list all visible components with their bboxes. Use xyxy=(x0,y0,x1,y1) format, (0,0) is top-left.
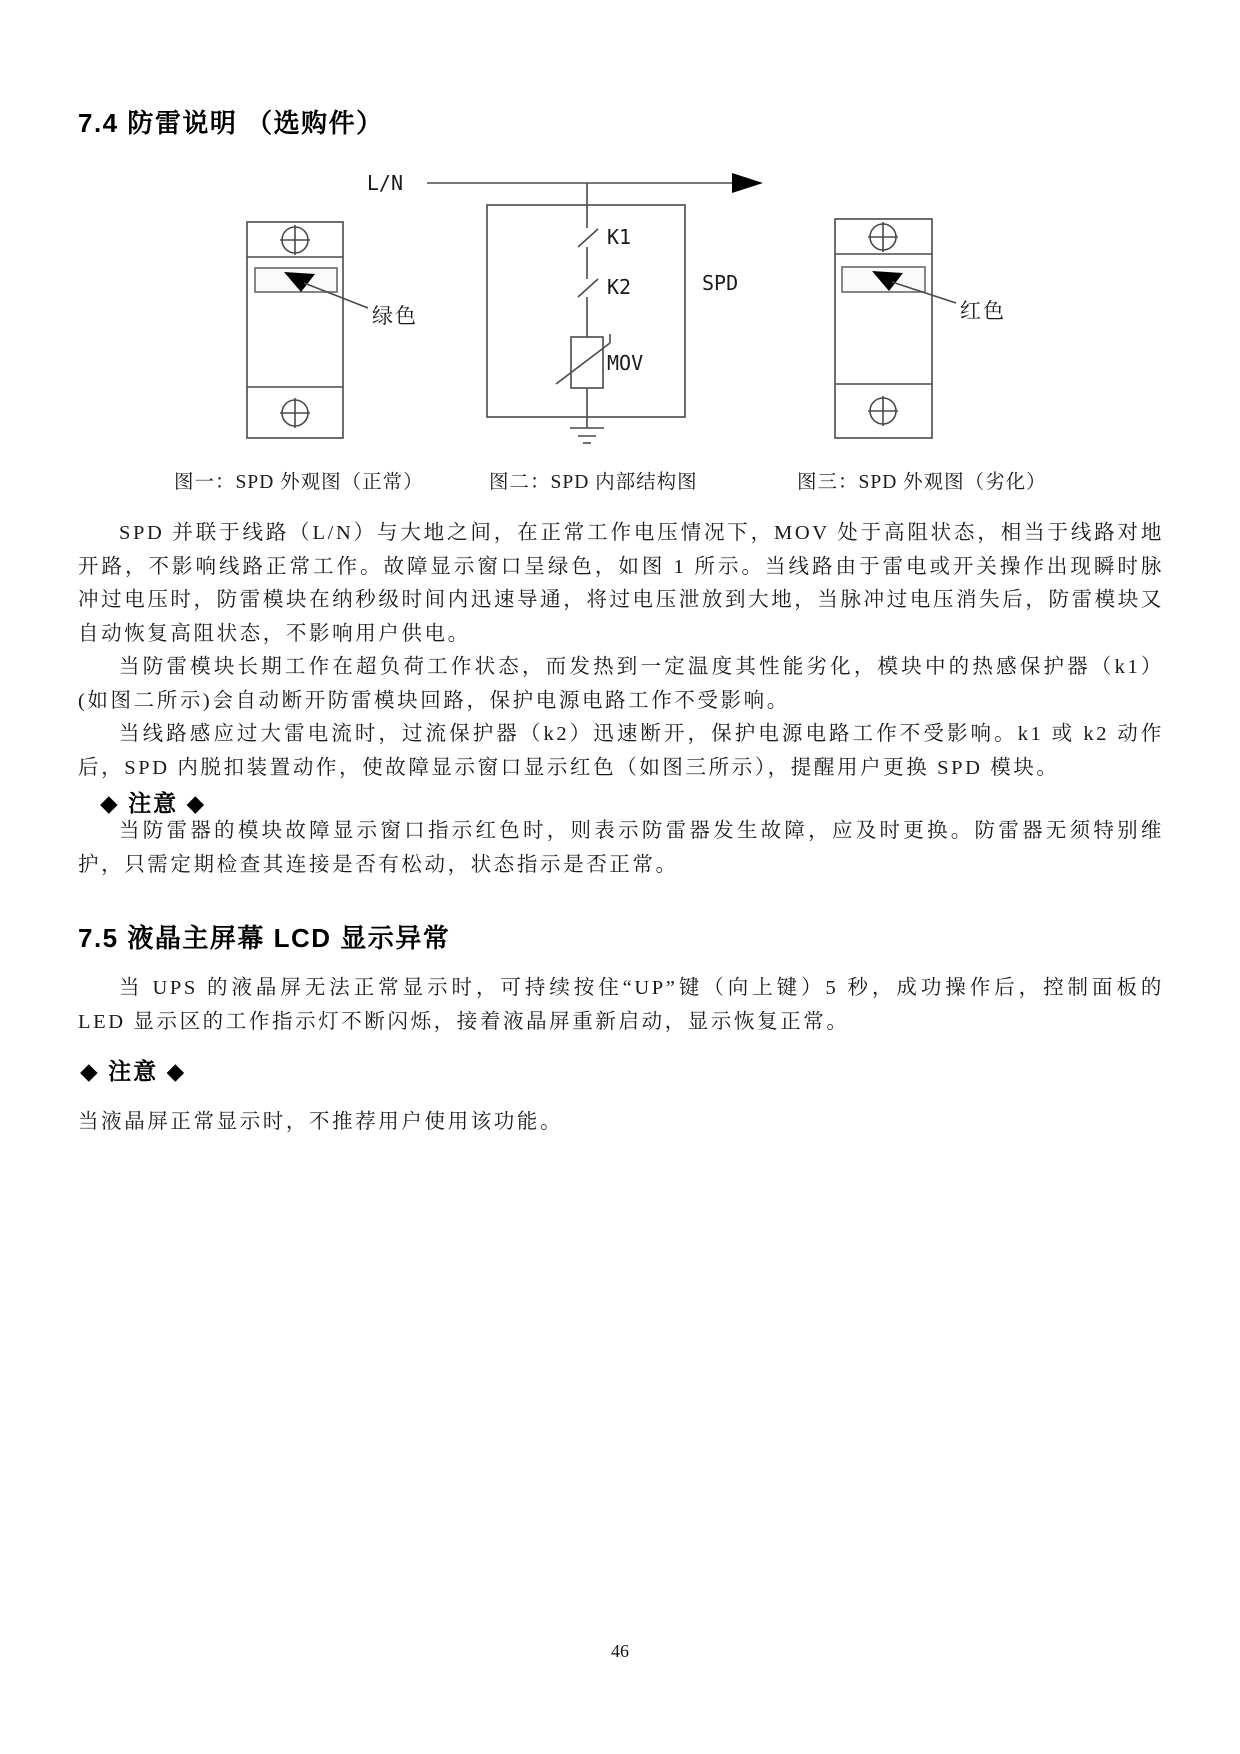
paragraph-spd-overview: SPD 并联于线路（L/N）与大地之间，在正常工作电压情况下，MOV 处于高阻状态，相当于线路对地开路，不影响线路正常工作。故障显示窗口呈绿色，如图 1 所示。当线路由于雷电或开关操作出现瞬时脉冲过电压时，防雷模块在纳秒级时间内迅速导通，将过电压泄放到大地，当脉冲过电压消失后，防雷模块又自动恢复高阻状态，不影响用户供电。 xyxy=(78,522,1164,645)
section-7-4-heading: 7.4 防雷说明 （选购件） xyxy=(78,108,384,138)
section-7-5-heading: 7.5 液晶主屏幕 LCD 显示异常 xyxy=(78,923,451,953)
spd-module-degraded xyxy=(835,219,1006,438)
screw-icon xyxy=(280,225,310,255)
note-text: 当液晶屏正常显示时，不推荐用户使用该功能。 xyxy=(78,1111,564,1133)
section-7-5-body xyxy=(78,972,1164,1039)
green-indicator-label: 绿色 xyxy=(372,304,418,328)
note-body xyxy=(78,1106,1164,1140)
k2-label: K2 xyxy=(607,275,632,299)
k1-switch xyxy=(578,229,598,279)
paragraph-thermal-protector: 当防雷模块长期工作在超负荷工作状态，而发热到一定温度其性能劣化，模块中的热感保护器（k1）(如图二所示)会自动断开防雷模块回路，保护电源电路工作不受影响。 xyxy=(78,656,1164,712)
spd-figure xyxy=(0,140,1240,470)
circuit-box xyxy=(487,205,685,417)
paragraph-overcurrent-protector: 当线路感应过大雷电流时，过流保护器（k2）迅速断开，保护电源电路工作不受影响。k1 或 k2 动作后，SPD 内脱扣装置动作，使故障显示窗口显示红色（如图三所示），提醒用户更换 SPD 模块。 xyxy=(78,723,1164,779)
note-body xyxy=(78,815,1164,882)
note-heading: ◆ 注意 ◆ xyxy=(100,790,207,816)
ln-label: L/N xyxy=(366,171,403,195)
figure3-caption: 图三：SPD 外观图（劣化） xyxy=(797,472,1047,493)
arrow-icon xyxy=(732,173,763,193)
section-7-4-body xyxy=(78,517,1164,785)
screw-icon xyxy=(868,222,898,252)
k1-label: K1 xyxy=(607,225,632,249)
figure1-caption: 图一：SPD 外观图（正常） xyxy=(174,472,424,493)
ground-icon xyxy=(570,428,604,443)
page-number: 46 xyxy=(611,1641,629,1661)
red-indicator-label: 红色 xyxy=(960,299,1006,323)
note-text: 当防雷器的模块故障显示窗口指示红色时，则表示防雷器发生故障，应及时更换。防雷器无须特别维护，只需定期检查其连接是否有松动，状态指示是否正常。 xyxy=(78,820,1164,876)
note-heading: ◆ 注意 ◆ xyxy=(80,1058,187,1084)
spd-label: SPD xyxy=(702,271,739,295)
screw-icon xyxy=(868,396,898,426)
paragraph-lcd-abnormal: 当 UPS 的液晶屏无法正常显示时，可持续按住“UP”键（向上键）5 秒，成功操作后，控制面板的 LED 显示区的工作指示灯不断闪烁，接着液晶屏重新启动，显示恢复正常。 xyxy=(78,977,1164,1033)
k2-switch xyxy=(578,279,598,337)
screw-icon xyxy=(280,398,310,428)
figure2-caption: 图二：SPD 内部结构图 xyxy=(489,472,698,493)
spd-internal-circuit xyxy=(487,183,738,443)
mov-symbol xyxy=(556,334,610,428)
spd-module-normal xyxy=(247,222,418,438)
ln-supply-line xyxy=(367,171,763,195)
mov-label: MOV xyxy=(607,351,644,375)
